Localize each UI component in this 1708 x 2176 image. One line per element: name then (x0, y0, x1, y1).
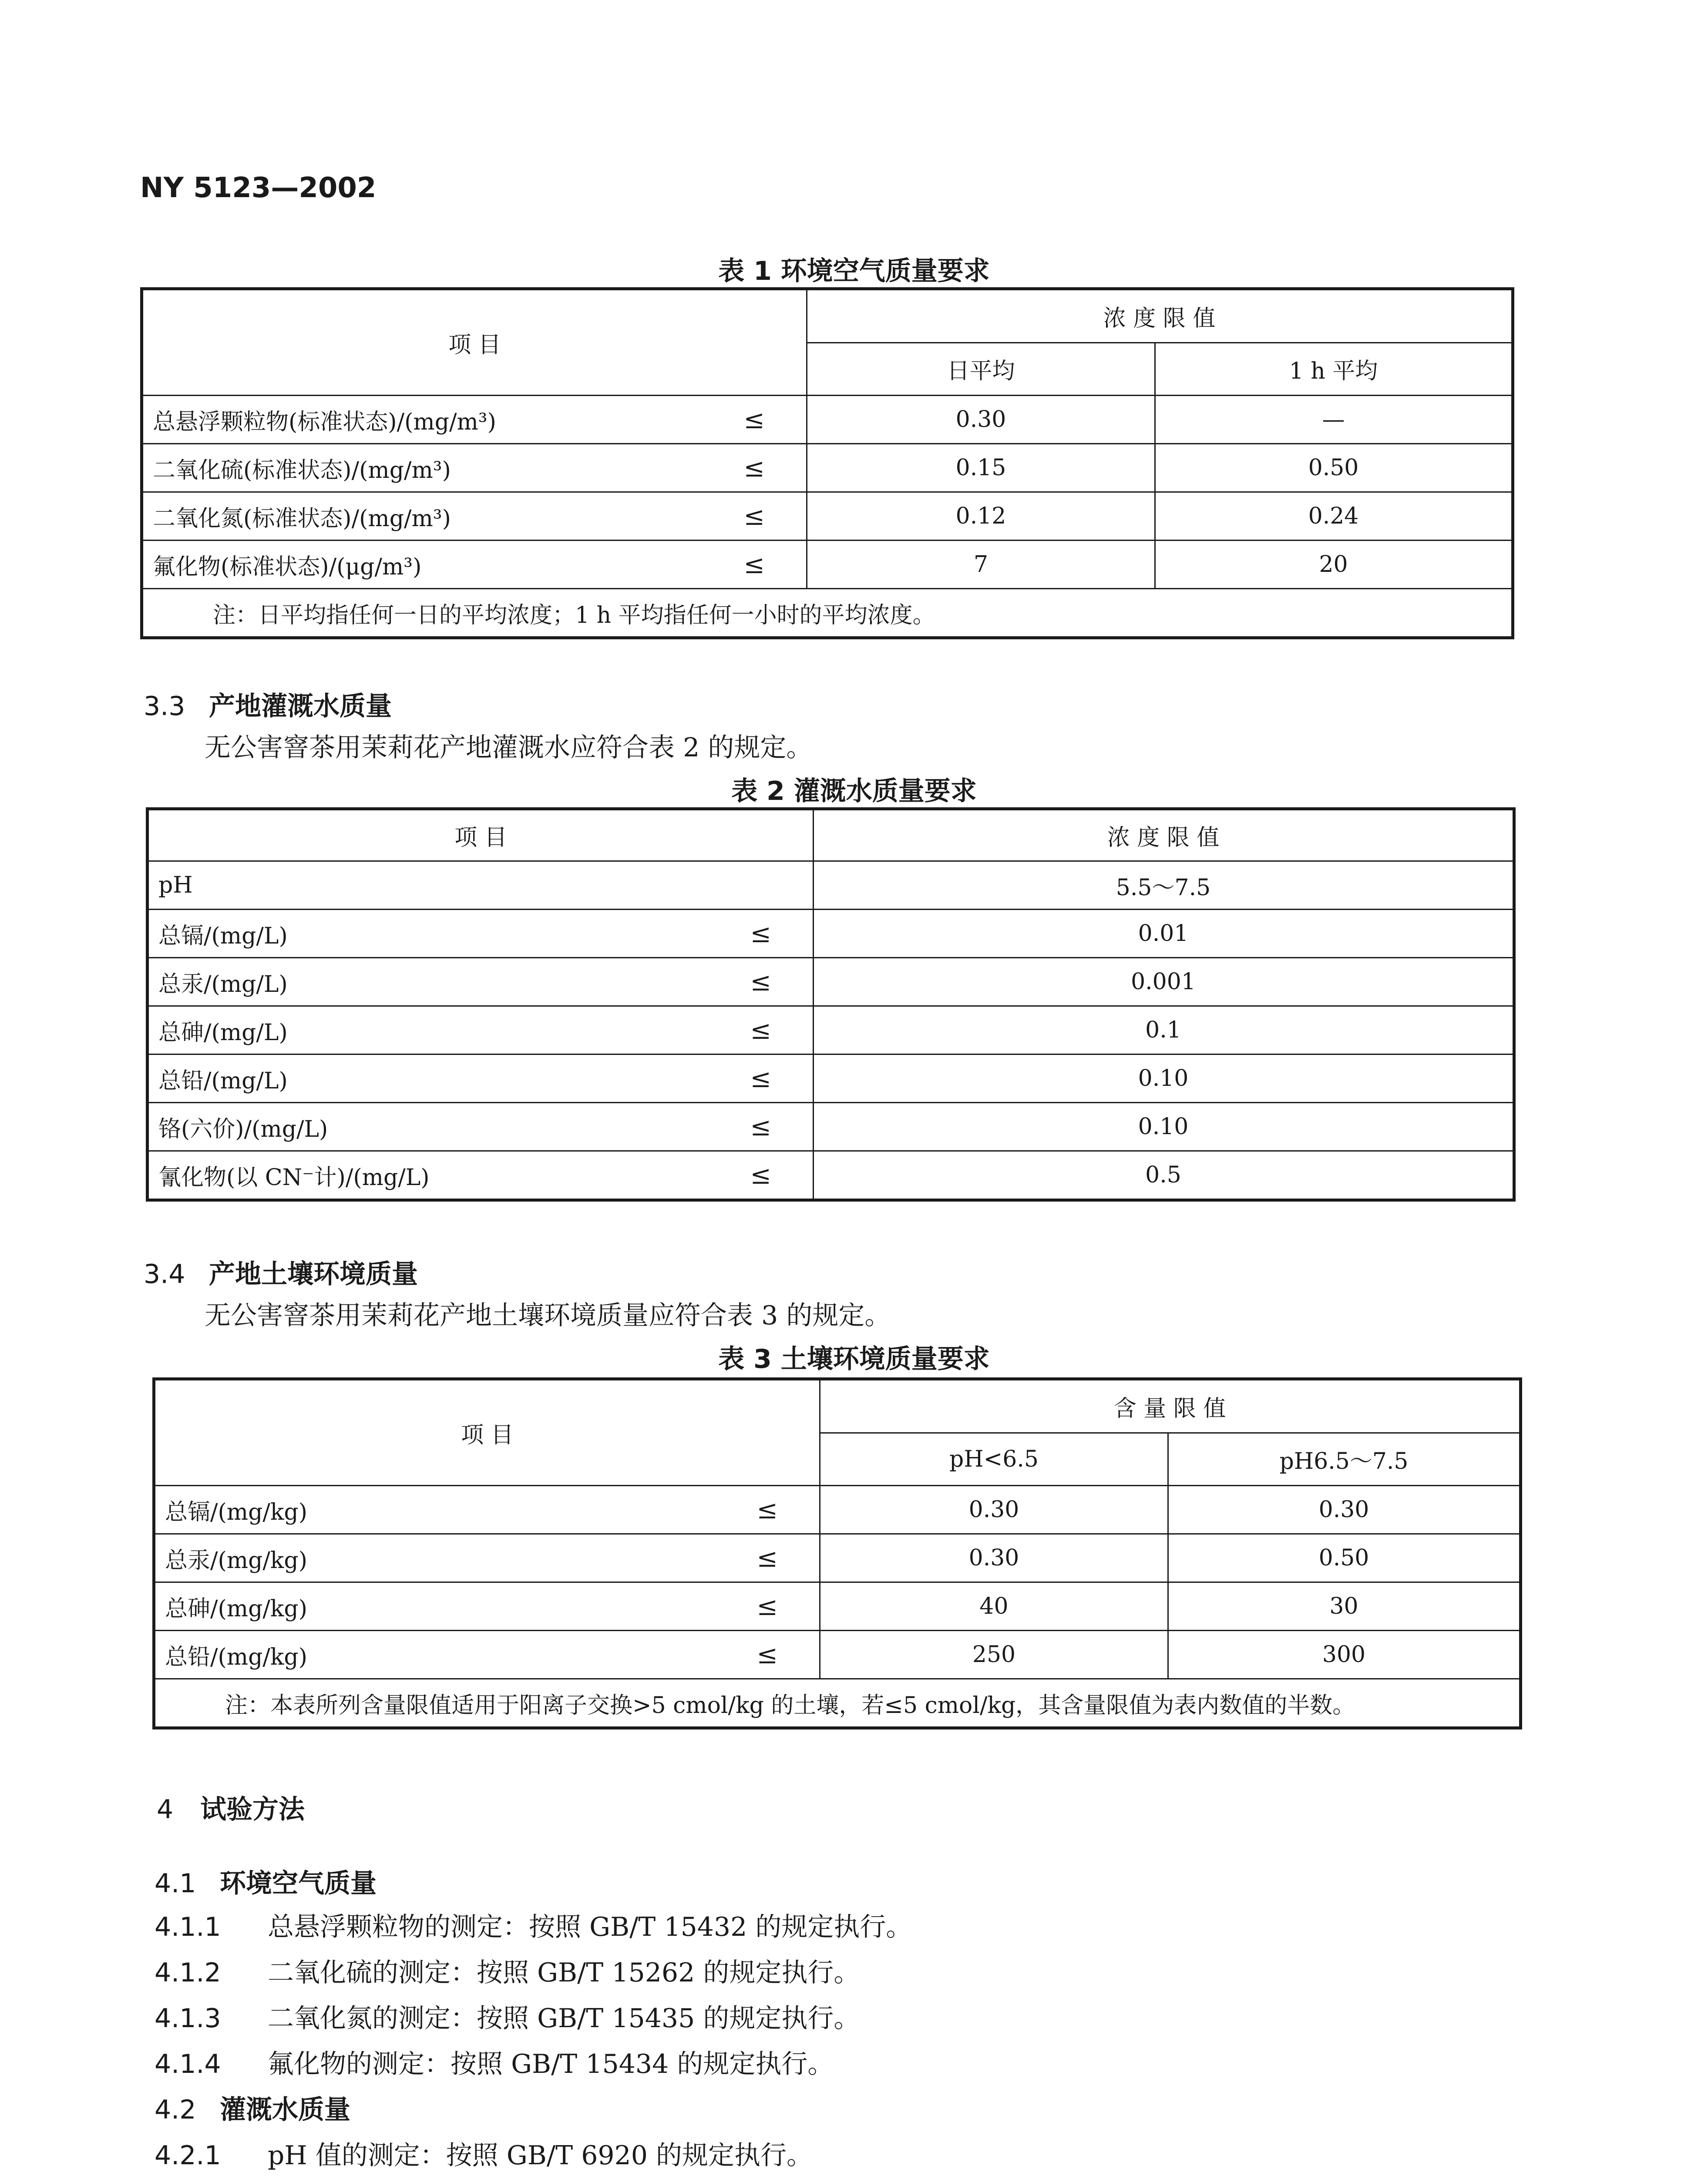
cell-daily: 7 (807, 541, 1155, 589)
row-item: 总砷/(mg/L) (158, 1019, 288, 1046)
table-row (148, 1006, 1514, 1054)
table2-irrigation-water (146, 807, 1516, 1202)
table-row (148, 910, 1514, 958)
clause-4-1-2 (155, 1952, 860, 1989)
row-item: pH (158, 872, 193, 898)
cell-daily: 0.15 (807, 444, 1155, 492)
row-item: 总镉/(mg/kg) (165, 1499, 308, 1525)
le-sign: ≤ (743, 405, 765, 434)
section-title: 灌溉水质量 (220, 2095, 350, 2125)
le-sign: ≤ (756, 1592, 778, 1621)
table-row (148, 1103, 1514, 1151)
clause-4-1-4 (155, 2043, 834, 2081)
cell-hourly: — (1155, 396, 1513, 444)
table1-header-hourly: 1 h 平均 (1155, 343, 1513, 395)
section-title: 环境空气质量 (220, 1868, 377, 1899)
clause-text: 二氧化硫的测定：按照 GB/T 15262 的规定执行。 (268, 1958, 860, 1988)
clause-4-2-1 (155, 2135, 813, 2172)
cell-value: 5.5～7.5 (814, 861, 1514, 910)
row-item: 铬(六价)/(mg/L) (158, 1116, 328, 1142)
table-row (142, 396, 1513, 444)
table1-caption: 表 1 环境空气质量要求 (718, 256, 990, 286)
section-3-4-heading (144, 1253, 418, 1291)
cell-hourly: 0.50 (1155, 444, 1513, 492)
table3-header-item: 项 目 (154, 1379, 820, 1486)
clause-number: 4.1.1 (155, 1912, 221, 1942)
table2-header-value: 浓 度 限 值 (814, 809, 1514, 861)
row-item: 总铅/(mg/L) (158, 1068, 288, 1094)
table-row (142, 492, 1513, 541)
row-item: 二氧化硫(标准状态)/(mg/m³) (153, 457, 451, 484)
le-sign: ≤ (756, 1640, 778, 1669)
table3-header-group: 含 量 限 值 (820, 1379, 1521, 1433)
cell-hourly: 20 (1155, 541, 1513, 589)
table1-note: 注：日平均指任何一日的平均浓度；1 h 平均指任何一小时的平均浓度。 (142, 589, 1513, 638)
le-sign: ≤ (743, 453, 765, 483)
section-title: 产地灌溉水质量 (209, 691, 392, 722)
clause-text: pH 值的测定：按照 GB/T 6920 的规定执行。 (268, 2140, 813, 2171)
table3-header-ph-low: pH<6.5 (820, 1433, 1168, 1485)
le-sign: ≤ (750, 967, 771, 997)
section-3-4-text: 无公害窨茶用茉莉花产地土壤环境质量应符合表 3 的规定。 (205, 1300, 891, 1331)
section-number: 3.3 (144, 691, 185, 722)
clause-4-1-1 (155, 1906, 912, 1944)
table-row (142, 541, 1513, 589)
le-sign: ≤ (750, 1064, 771, 1093)
clause-number: 4.1.2 (155, 1958, 221, 1988)
cell-value: 0.5 (814, 1151, 1514, 1200)
row-item: 氟化物(标准状态)/(μg/m³) (153, 554, 422, 580)
table-row (148, 1054, 1514, 1103)
row-item: 总镉/(mg/L) (158, 923, 288, 949)
clause-text: 二氧化氮的测定：按照 GB/T 15435 的规定执行。 (268, 2003, 860, 2034)
standard-code-header: NY 5123—2002 (140, 172, 377, 204)
le-sign: ≤ (743, 501, 765, 531)
table-row (154, 1486, 1521, 1534)
clause-text: 总悬浮颗粒物的测定：按照 GB/T 15432 的规定执行。 (268, 1912, 912, 1942)
cell-value: 0.10 (814, 1103, 1514, 1151)
table3-soil-quality (152, 1377, 1522, 1729)
table1-air-quality (140, 287, 1514, 639)
section-number: 4.2 (155, 2095, 196, 2125)
le-sign: ≤ (750, 1112, 771, 1142)
section-3-3-heading (144, 685, 392, 723)
cell-ph-mid: 300 (1168, 1631, 1521, 1679)
table-row (148, 958, 1514, 1006)
cell-daily: 0.12 (807, 492, 1155, 541)
section-number: 3.4 (144, 1259, 185, 1289)
table3-header-ph-mid: pH6.5～7.5 (1168, 1433, 1521, 1485)
cell-value: 0.01 (814, 910, 1514, 958)
clause-number: 4.2.1 (155, 2140, 221, 2171)
table1-header-group: 浓 度 限 值 (807, 289, 1513, 343)
row-item: 总砷/(mg/kg) (165, 1595, 308, 1622)
row-item: 氰化物(以 CN⁻计)/(mg/L) (158, 1164, 430, 1191)
section-title: 产地土壤环境质量 (209, 1259, 418, 1289)
table-row (142, 444, 1513, 492)
row-item: 总悬浮颗粒物(标准状态)/(mg/m³) (153, 409, 496, 435)
table-row (154, 1582, 1521, 1631)
section-4-1-heading (155, 1863, 377, 1900)
row-item: 总汞/(mg/L) (158, 971, 288, 997)
cell-ph-mid: 0.30 (1168, 1486, 1521, 1534)
clause-number: 4.1.3 (155, 2003, 221, 2034)
cell-value: 0.1 (814, 1006, 1514, 1054)
section-4-heading (157, 1789, 305, 1826)
row-item: 总铅/(mg/kg) (165, 1644, 308, 1670)
cell-value: 0.001 (814, 958, 1514, 1006)
table-row (148, 861, 1514, 910)
le-sign: ≤ (756, 1543, 778, 1573)
cell-value: 0.10 (814, 1054, 1514, 1103)
section-number: 4.1 (155, 1868, 196, 1899)
section-number: 4 (157, 1794, 174, 1825)
cell-ph-low: 0.30 (820, 1534, 1168, 1582)
cell-ph-low: 250 (820, 1631, 1168, 1679)
table3-note: 注：本表所列含量限值适用于阳离子交换>5 cmol/kg 的土壤，若≤5 cmol/kg，其含量限值为表内数值的半数。 (154, 1679, 1521, 1728)
table1-header-daily: 日平均 (807, 343, 1155, 395)
clause-4-1-3 (155, 1998, 860, 2035)
cell-ph-mid: 0.50 (1168, 1534, 1521, 1582)
table2-header-item: 项 目 (148, 809, 814, 861)
le-sign: ≤ (750, 1160, 771, 1190)
section-title: 试验方法 (200, 1794, 305, 1825)
table-row (154, 1534, 1521, 1582)
table3-caption: 表 3 土壤环境质量要求 (718, 1344, 990, 1374)
table2-caption: 表 2 灌溉水质量要求 (731, 776, 977, 806)
le-sign: ≤ (756, 1495, 778, 1525)
table-row (154, 1631, 1521, 1679)
le-sign: ≤ (750, 1015, 771, 1045)
table-row (148, 1151, 1514, 1200)
le-sign: ≤ (743, 550, 765, 579)
cell-hourly: 0.24 (1155, 492, 1513, 541)
table1-header-item: 项 目 (142, 289, 807, 396)
cell-ph-mid: 30 (1168, 1582, 1521, 1631)
section-3-3-text: 无公害窨茶用茉莉花产地灌溉水应符合表 2 的规定。 (205, 732, 813, 763)
clause-number: 4.1.4 (155, 2049, 221, 2079)
cell-daily: 0.30 (807, 396, 1155, 444)
le-sign: ≤ (750, 919, 771, 948)
section-4-2-heading (155, 2089, 350, 2126)
clause-text: 氟化物的测定：按照 GB/T 15434 的规定执行。 (268, 2049, 834, 2079)
cell-ph-low: 0.30 (820, 1486, 1168, 1534)
row-item: 总汞/(mg/kg) (165, 1547, 308, 1574)
cell-ph-low: 40 (820, 1582, 1168, 1631)
row-item: 二氧化氮(标准状态)/(mg/m³) (153, 505, 451, 532)
